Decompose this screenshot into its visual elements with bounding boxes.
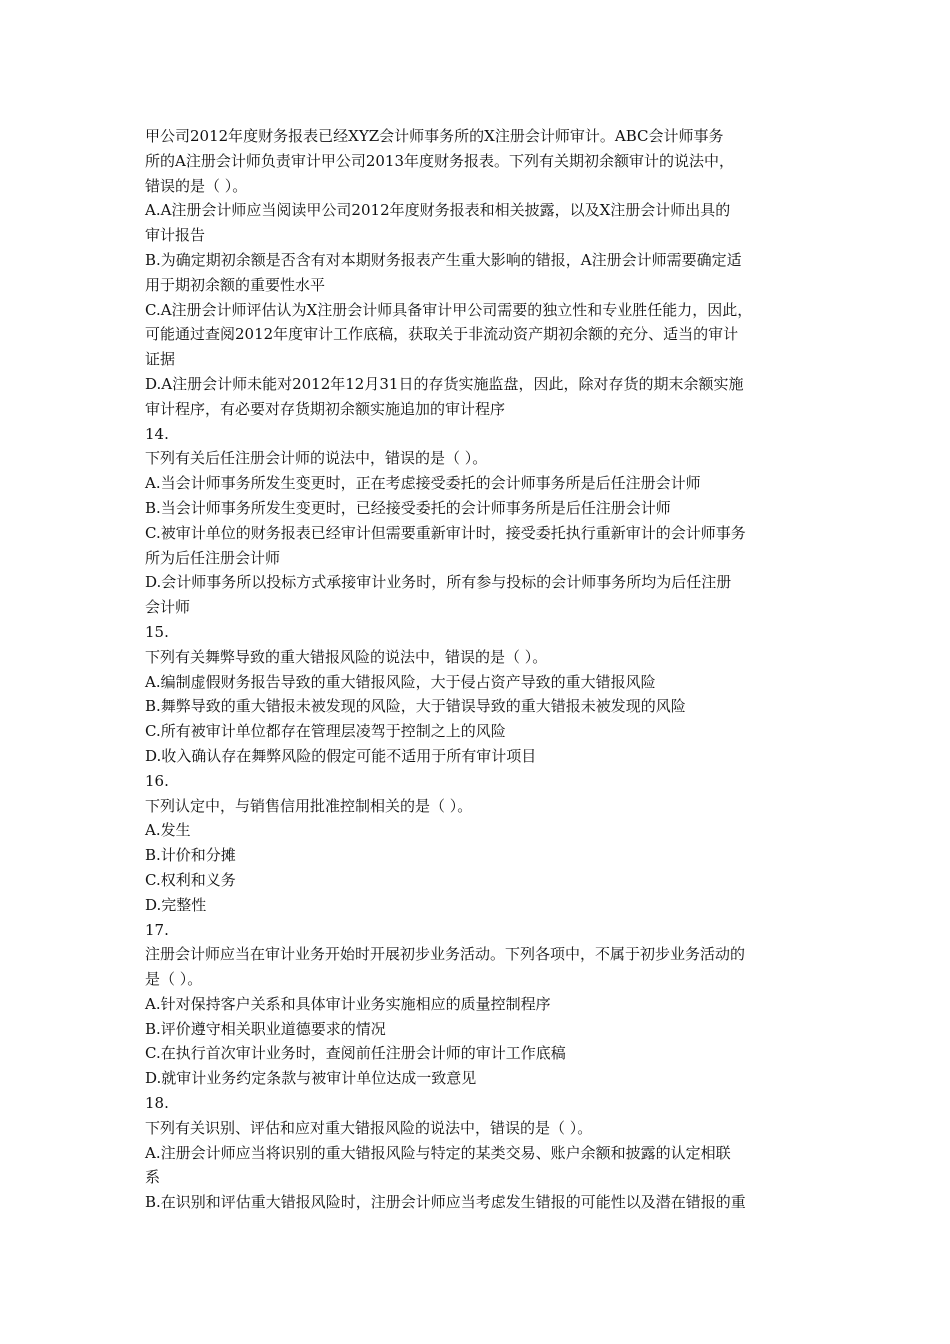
option-c: 可能通过查阅2012年度审计工作底稿，获取关于非流动资产期初余额的充分、适当的审计 xyxy=(145,325,739,344)
question-text: 所的A注册会计师负责审计甲公司2013年度财务报表。下列有关期初余额审计的说法中， xyxy=(145,151,735,170)
document-page xyxy=(145,124,813,1215)
option-a: A.编制虚假财务报告导致的重大错报风险，大于侵占资产导致的重大错报风险 xyxy=(145,672,656,691)
option-b: B.计价和分摊 xyxy=(145,846,236,865)
option-d: D.会计师事务所以投标方式承接审计业务时，所有参与投标的会计师事务所均为后任注册 xyxy=(145,573,732,592)
option-a: A.针对保持客户关系和具体审计业务实施相应的质量控制程序 xyxy=(145,994,551,1013)
question-text: 是（ ）。 xyxy=(145,970,203,989)
question-15 xyxy=(145,620,813,769)
option-a: 审计报告 xyxy=(145,226,206,245)
question-text: 下列有关舞弊导致的重大错报风险的说法中，错误的是（ ）。 xyxy=(145,647,548,666)
option-d: D.收入确认存在舞弊风险的假定可能不适用于所有审计项目 xyxy=(145,746,537,765)
option-a: A.当会计师事务所发生变更时，正在考虑接受委托的会计师事务所是后任注册会计师 xyxy=(145,474,701,493)
question-number: 14. xyxy=(145,424,169,443)
question-text: 下列有关后任注册会计师的说法中，错误的是（ ）。 xyxy=(145,449,488,468)
question-16 xyxy=(145,769,813,918)
option-d: D.A注册会计师未能对2012年12月31日的存货实施监盘，因此，除对存货的期末余额实施 xyxy=(145,374,744,393)
question-number: 17. xyxy=(145,920,169,939)
option-c: 所为后任注册会计师 xyxy=(145,548,281,567)
question-text: 下列认定中，与销售信用批准控制相关的是（ ）。 xyxy=(145,796,473,815)
option-a: A.注册会计师应当将识别的重大错报风险与特定的某类交易、账户余额和披露的认定相联 xyxy=(145,1143,731,1162)
option-c: C.A注册会计师评估认为X注册会计师具备审计甲公司需要的独立性和专业胜任能力，因此， xyxy=(145,300,753,319)
option-b: B.评价遵守相关职业道德要求的情况 xyxy=(145,1019,386,1038)
option-a: A.发生 xyxy=(145,821,191,840)
question-17 xyxy=(145,918,813,1092)
option-b: B.当会计师事务所发生变更时，已经接受委托的会计师事务所是后任注册会计师 xyxy=(145,498,671,517)
question-18 xyxy=(145,1091,813,1215)
option-c: C.被审计单位的财务报表已经审计但需要重新审计时，接受委托执行重新审计的会计师事务 xyxy=(145,523,746,542)
question-13-continued xyxy=(145,124,813,422)
option-c: C.在执行首次审计业务时，查阅前任注册会计师的审计工作底稿 xyxy=(145,1044,566,1063)
option-b: 用于期初余额的重要性水平 xyxy=(145,275,326,294)
option-c: 证据 xyxy=(145,350,176,369)
option-d: D.完整性 xyxy=(145,895,207,914)
option-b: B.舞弊导致的重大错报未被发现的风险，大于错误导致的重大错报未被发现的风险 xyxy=(145,697,686,716)
question-text: 下列有关识别、评估和应对重大错报风险的说法中，错误的是（ ）。 xyxy=(145,1118,593,1137)
question-text: 甲公司2012年度财务报表已经XYZ会计师事务所的X注册会计师审计。ABC会计师事务 xyxy=(145,127,724,145)
question-text: 错误的是（ ）。 xyxy=(145,176,248,195)
question-number: 16. xyxy=(145,771,169,790)
question-text: 注册会计师应当在审计业务开始时开展初步业务活动。下列各项中，不属于初步业务活动的 xyxy=(145,945,746,964)
option-a: 系 xyxy=(145,1168,161,1187)
option-b: B.为确定期初余额是否含有对本期财务报表产生重大影响的错报，A注册会计师需要确定适 xyxy=(145,250,742,269)
option-d: D.就审计业务约定条款与被审计单位达成一致意见 xyxy=(145,1069,477,1088)
option-c: C.权利和义务 xyxy=(145,870,236,889)
question-14 xyxy=(145,422,813,620)
question-number: 15. xyxy=(145,622,169,641)
option-d: 会计师 xyxy=(145,598,191,617)
option-a: A.A注册会计师应当阅读甲公司2012年度财务报表和相关披露，以及X注册会计师出具的 xyxy=(145,201,731,220)
option-c: C.所有被审计单位都存在管理层凌驾于控制之上的风险 xyxy=(145,722,506,741)
option-d: 审计程序，有必要对存货期初余额实施追加的审计程序 xyxy=(145,399,506,418)
question-number: 18. xyxy=(145,1094,169,1113)
option-b: B.在识别和评估重大错报风险时，注册会计师应当考虑发生错报的可能性以及潜在错报的重 xyxy=(145,1193,746,1212)
